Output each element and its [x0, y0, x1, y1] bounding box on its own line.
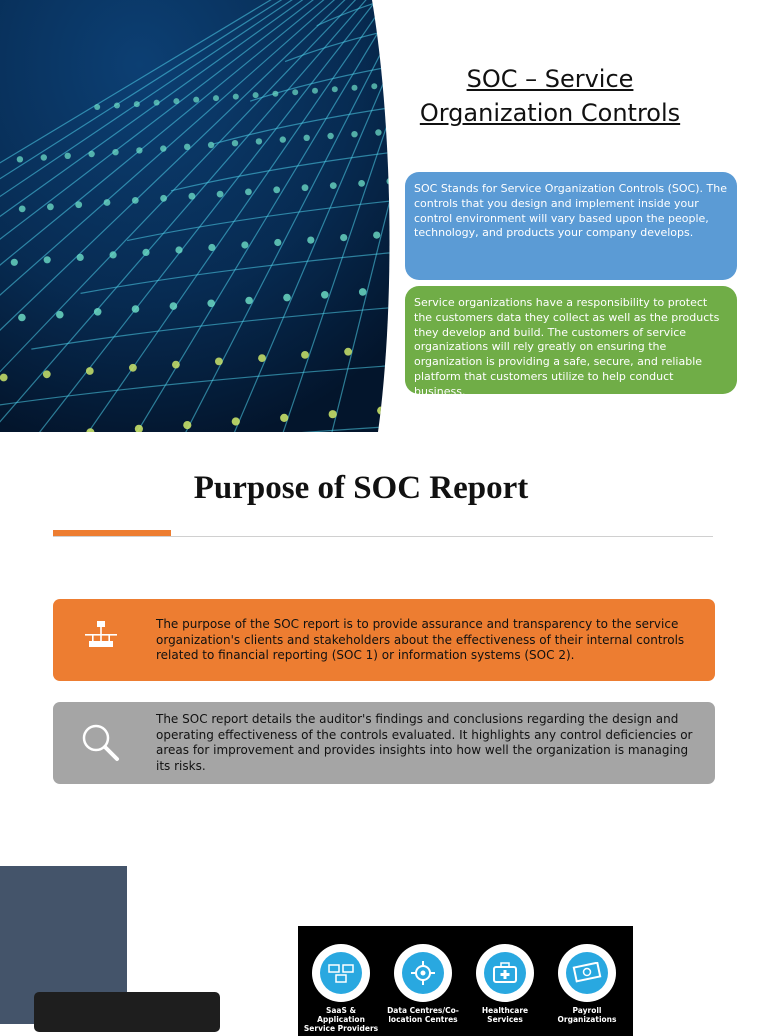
slide-soc-intro: [0, 0, 768, 432]
service-label: SaaS & Application Service Providers: [301, 1006, 381, 1033]
service-item-datacentre: [383, 944, 463, 1024]
slide-service-types: [0, 866, 768, 1024]
magnifier-icon: [79, 722, 123, 762]
purpose-title: Purpose of SOC Report: [0, 470, 722, 507]
service-item-healthcare: [465, 944, 545, 1024]
service-types-panel: [298, 926, 633, 1036]
definition-box: SOC Stands for Service Organization Controls (SOC). The controls that you design and implement inside your control environment will vary based upon the people, technology, and products your company develops.: [405, 172, 737, 280]
service-label: Payroll Organizations: [547, 1006, 627, 1024]
payroll-icon: [558, 944, 616, 1002]
responsibility-box: Service organizations have a responsibility to protect the customers data they collect as well as the products they develop and build. The customers of service organizations will rely greatly on ensuring the organization is providing a safe, secure, and reliable platform that customers utilize to help conduct business.: [405, 286, 737, 394]
slide1-title: [400, 62, 700, 130]
saas-icon: [312, 944, 370, 1002]
hierarchy-icon: [79, 619, 123, 659]
title-accent-bar: [53, 530, 171, 536]
dark-label-box: [34, 992, 220, 1032]
findings-card: [53, 702, 715, 784]
grid-tunnel-image: [0, 0, 400, 432]
title-line-1: SOC – Service: [400, 62, 700, 96]
purpose-card: [53, 599, 715, 681]
healthcare-icon: [476, 944, 534, 1002]
title-line-2: Organization Controls: [400, 96, 700, 130]
purpose-card-text: The purpose of the SOC report is to provide assurance and transparency to the service organization's clients and stakeholders about the effectiveness of their internal controls related to financial reporting (SOC 1) or information systems (SOC 2).: [156, 617, 695, 664]
title-divider: [53, 536, 713, 537]
slide-purpose: [0, 432, 768, 866]
findings-card-text: The SOC report details the auditor's findings and conclusions regarding the design and operating effectiveness of the controls evaluated. It highlights any control deficiencies or areas for improvement and provides insights into how well the organization is managing its risks.: [156, 712, 695, 774]
datacentre-icon: [394, 944, 452, 1002]
service-item-payroll: [547, 944, 627, 1024]
service-label: Data Centres/Co-location Centres: [383, 1006, 463, 1024]
service-label: Healthcare Services: [465, 1006, 545, 1024]
service-item-saas: [301, 944, 381, 1033]
